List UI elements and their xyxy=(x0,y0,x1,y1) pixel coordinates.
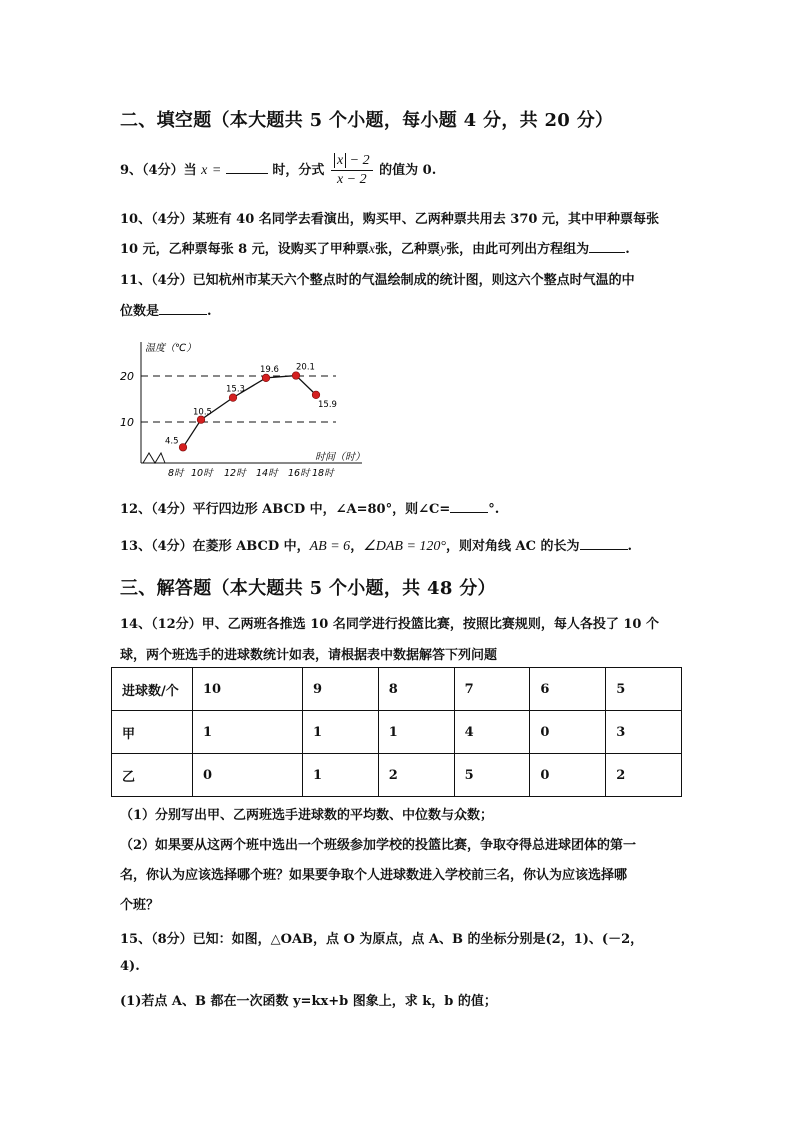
q15-line-2: 4). xyxy=(120,959,140,974)
question-13 xyxy=(120,535,632,555)
table-cell: 乙 xyxy=(112,754,193,797)
q10-line2c: 张，由此可列出方程组为 xyxy=(446,242,590,257)
table-cell: 1 xyxy=(303,711,379,754)
x-tick-label: 14时 xyxy=(256,468,278,479)
y-axis-label: 温度（℃） xyxy=(145,343,197,354)
q11-line2: 位数是 xyxy=(120,304,160,319)
q9-num-rest: − 2 xyxy=(349,153,370,168)
section-3-title: 三、解答题（本大题共 5 个小题，共 48 分） xyxy=(120,578,496,599)
x-tick-label: 16时 xyxy=(288,468,310,479)
data-label: 19.6 xyxy=(260,364,279,375)
q13-text-a: 13、（4分）在菱形 ABCD 中， xyxy=(120,539,310,554)
q10-line-1: 10、（4分）某班有 40 名同学去看演出，购买甲、乙两种票共用去 370 元，其中甲种票每张 xyxy=(120,212,659,227)
q9-var: x xyxy=(201,163,208,178)
table-cell: 8 xyxy=(378,668,454,711)
q9-mid: 时，分式 xyxy=(272,163,325,178)
y-tick-label: 10 xyxy=(120,416,134,429)
table-cell: 1 xyxy=(303,754,379,797)
q13-text-b: ，则对角线 AC 的长为 xyxy=(446,539,580,554)
q10-line2d: . xyxy=(625,242,630,257)
table-cell: 2 xyxy=(378,754,454,797)
q14-line-1: 14、（12分）甲、乙两班各推选 10 名同学进行投篮比赛，按照比赛规则，每人各投了 10 个 xyxy=(120,617,659,632)
q15-line-1: 15、（8分）已知：如图，△OAB，点 O 为原点，点 A、B 的坐标分别是(2，1)、(－2， xyxy=(120,932,644,947)
q9-suffix: 的值为 0. xyxy=(379,163,437,178)
x-tick-label: 12时 xyxy=(224,468,246,479)
table-cell: 5 xyxy=(606,668,682,711)
data-label: 20.1 xyxy=(296,362,315,373)
data-point xyxy=(262,374,270,382)
q11-line2-end: . xyxy=(207,304,212,319)
q14-sub-2-line-2: 名，你认为应该选择哪个班？如果要争取个人进球数进入学校前三名，你认为应该选择哪 xyxy=(120,868,628,883)
q13-sep: ， xyxy=(350,539,364,554)
table-cell: 1 xyxy=(193,711,303,754)
q9-prefix: 9、（4分）当 xyxy=(120,163,197,178)
table-cell: 2 xyxy=(606,754,682,797)
data-label: 15.9 xyxy=(318,399,337,410)
data-point xyxy=(292,372,300,380)
x-tick-label: 10时 xyxy=(191,468,213,479)
table-cell: 3 xyxy=(606,711,682,754)
q13-end: . xyxy=(627,539,633,554)
table-cell: 6 xyxy=(530,668,606,711)
table-row xyxy=(112,754,682,797)
x-axis-label: 时间（时） xyxy=(315,452,365,463)
table-cell: 4 xyxy=(454,711,530,754)
q13-answer-blank[interactable] xyxy=(580,537,628,550)
q9-eq: = xyxy=(211,163,222,178)
table-cell: 0 xyxy=(193,754,303,797)
data-point xyxy=(229,394,237,402)
section-2-title: 二、填空题（本大题共 5 个小题，每小题 4 分，共 20 分） xyxy=(120,110,614,131)
q10-var-y: y xyxy=(439,242,447,257)
q10-line2a: 10 元，乙种票每张 8 元，设购买了甲种票 xyxy=(120,242,369,257)
table-cell: 7 xyxy=(454,668,530,711)
table-header-row xyxy=(112,668,682,711)
table-row xyxy=(112,711,682,754)
x-tick-label: 8时 xyxy=(168,468,184,479)
q12-answer-blank[interactable] xyxy=(450,500,488,513)
q14-sub-2-line-3: 个班？ xyxy=(120,898,160,913)
table-cell: 10 xyxy=(193,668,303,711)
q15-line-3: (1)若点 A、B 都在一次函数 y=kx+b 图象上，求 k，b 的值； xyxy=(120,994,497,1009)
q14-sub-1: （1）分别写出甲、乙两班选手进球数的平均数、中位数与众数； xyxy=(120,808,494,823)
axis-break-icon xyxy=(143,453,165,463)
q14-sub-2-line-1: （2）如果要从这两个班中选出一个班级参加学校的投篮比赛，争取夺得总进球团体的第一 xyxy=(120,838,637,853)
data-label: 15.3 xyxy=(226,384,245,395)
table-cell: 甲 xyxy=(112,711,193,754)
q10-var-x: x xyxy=(368,242,375,257)
table-cell: 进球数/个 xyxy=(112,668,193,711)
q14-line-2: 球，两个班选手的进球数统计如表，请根据表中数据解答下列问题 xyxy=(120,648,498,663)
table-cell: 0 xyxy=(530,711,606,754)
table-cell: 5 xyxy=(454,754,530,797)
data-point xyxy=(179,444,187,452)
data-label: 4.5 xyxy=(165,436,179,447)
q12-text-b: °. xyxy=(488,502,500,517)
question-12 xyxy=(120,498,499,517)
q9-num-abs: x xyxy=(334,153,346,168)
q10-line2b: 张，乙种票 xyxy=(374,242,440,257)
table-cell: 1 xyxy=(378,711,454,754)
table-cell: 0 xyxy=(530,754,606,797)
table-cell: 9 xyxy=(303,668,379,711)
data-point xyxy=(312,391,320,399)
q9-den: x − 2 xyxy=(336,172,367,187)
q13-math-ab: AB = 6 xyxy=(309,539,351,554)
y-tick-label: 20 xyxy=(120,370,134,383)
x-tick-label: 18时 xyxy=(312,468,334,479)
q12-text-a: 12、（4分）平行四边形 ABCD 中，∠A=80°，则∠C= xyxy=(120,502,451,517)
q11-line-1: 11、（4分）已知杭州市某天六个整点时的气温绘制成的统计图，则这六个整点时气温的中 xyxy=(120,273,635,288)
goals-table xyxy=(111,667,682,797)
data-label: 10.5 xyxy=(193,407,212,418)
q13-math-angle: ∠DAB = 120° xyxy=(363,539,447,554)
